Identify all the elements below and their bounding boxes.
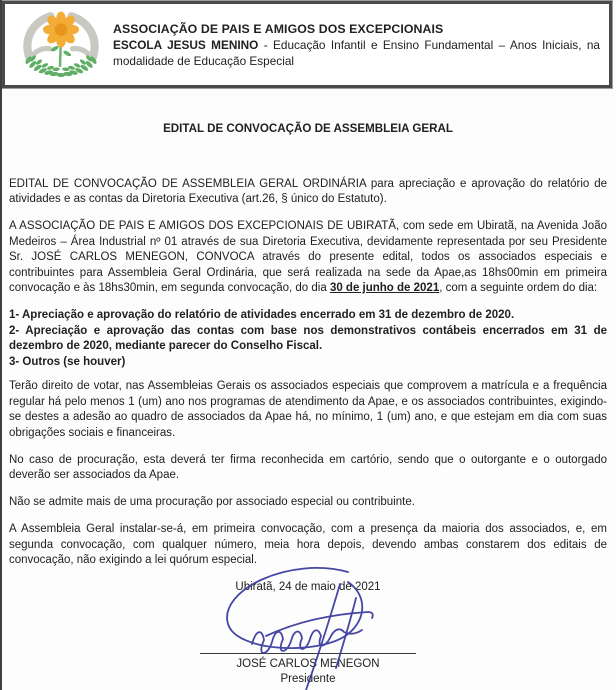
agenda-item-2: 2- Apreciação e aprovação das contas com base nos demonstrativos contábeis encerrados em 31 de dezembro de 2020, mediante parecer do Conselho Fiscal. xyxy=(9,324,607,352)
school-line xyxy=(113,37,600,69)
apae-logo xyxy=(17,2,105,87)
paragraph-voting-rights: Terão direito de votar, nas Assembleias Gerais os associados especiais que comprovem a matrícula e a frequência regular há pelo menos 1 (um) ano nos programas de atendimento da Apae, e os associados contribuintes, exigindo-se destes a adesão ao quadro de associados da Apae há, no mínimo, 1 (um) ano, e que estejam em dia com suas obrigações sociais e financeiras. xyxy=(9,380,607,439)
school-description: - Educação Infantil e Ensino Fundamental – Anos Iniciais, na modalidade de Educação Especial xyxy=(113,37,600,68)
agenda-item-1: 1- Apreciação e aprovação do relatório de atividades encerrado em 31 de dezembro de 2020. xyxy=(9,309,515,321)
paragraph-intro: EDITAL DE CONVOCAÇÃO DE ASSEMBLEIA GERAL ORDINÁRIA para apreciação e aprovação do relatório de atividades e as contas da Diretoria Executiva (art.26, § único do Estatuto). xyxy=(9,177,607,205)
flower-icon xyxy=(43,12,79,48)
convocation-text-before: A ASSOCIAÇÃO DE PAIS E AMIGOS DOS EXCEPCIONAIS DE UBIRATÃ, com sede em Ubiratã, na Avenida João Medeiros – Área Industrial nº 01 através de sua Diretoria Executiva, devidamente representada por seu Presidente Sr. JOSÉ CARLOS MENEGON, CONVOCA através do presente edital, todos os associados especiais e contribuintes para Assembleia Geral Ordinária, que será realizada na sede da Apae,as 18hs00min em primeira convocação e às 18hs30min, em segunda convocação, do dia xyxy=(9,220,607,294)
document-title: EDITAL DE CONVOCAÇÃO DE ASSEMBLEIA GERAL xyxy=(163,122,453,135)
agenda-list xyxy=(9,308,607,370)
paragraph-proxy-rule: No caso de procuração, esta deverá ter firma reconhecida em cartório, sendo que o outorgante e o outorgado deverão ser associados da Apae. xyxy=(9,453,607,481)
document-body xyxy=(0,88,616,688)
org-name: ASSOCIAÇÃO DE PAIS E AMIGOS DOS EXCEPCIONAIS xyxy=(113,21,444,36)
apae-flower-hands-icon xyxy=(17,2,105,82)
scan-edge-artifact xyxy=(0,0,2,690)
school-name: ESCOLA JESUS MENINO xyxy=(113,37,259,52)
paragraph-quorum: A Assembleia Geral instalar-se-á, em primeira convocação, com a presença da maioria dos associados, e, em segunda convocação, com qualquer número, meia hora depois, devendo ambas constarem dos editais de convocação, não exigindo a lei quórum especial. xyxy=(9,523,607,566)
letterhead-text xyxy=(113,21,609,69)
signer-name: JOSÉ CARLOS MENEGON xyxy=(236,657,380,670)
paragraph-convocation xyxy=(9,219,607,297)
convocation-date: 30 de junho de 2021 xyxy=(329,282,440,294)
agenda-item-3: 3- Outros (se houver) xyxy=(9,355,126,368)
letterhead xyxy=(2,1,612,88)
signer-role: Presidente xyxy=(280,673,336,685)
convocation-text-after: , com a seguinte ordem do dia: xyxy=(439,282,598,294)
paragraph-proxy-limit: Não se admite mais de uma procuração por associado especial ou contribuinte. xyxy=(9,496,415,508)
signature-line xyxy=(200,653,416,654)
date-place-line: Ubiratã, 24 de maio de 2021 xyxy=(235,581,381,593)
